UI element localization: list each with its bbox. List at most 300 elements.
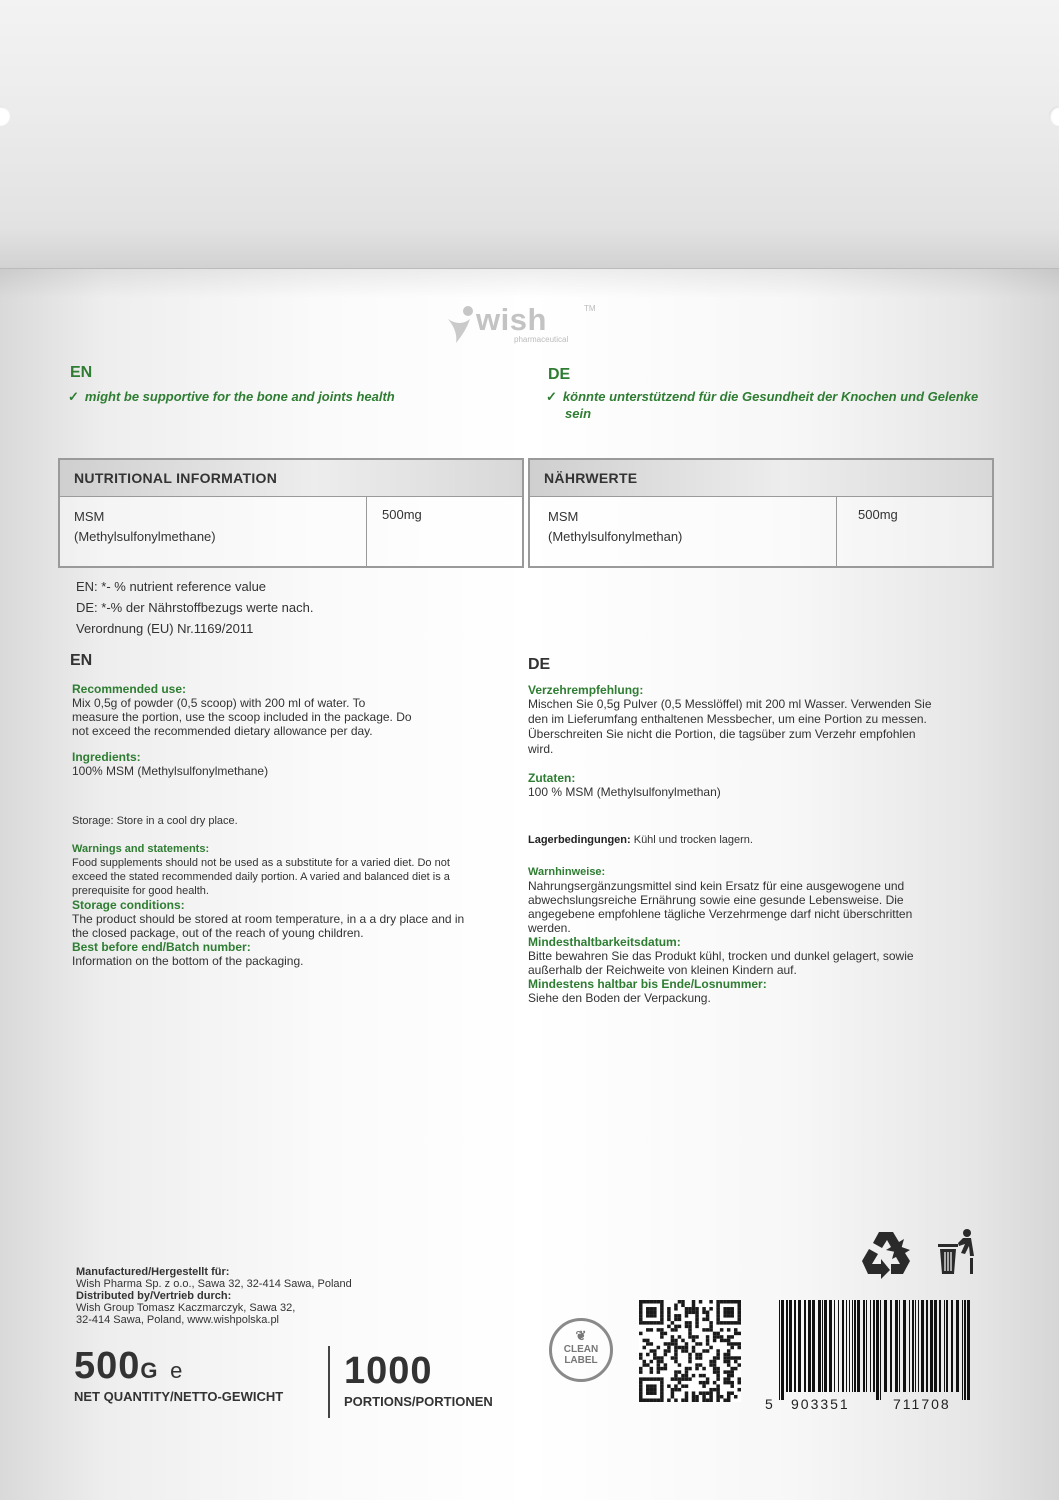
qr-module bbox=[639, 1353, 643, 1357]
qr-module bbox=[702, 1398, 706, 1402]
qr-module bbox=[650, 1321, 654, 1325]
qr-module bbox=[650, 1360, 654, 1364]
qr-module bbox=[737, 1363, 741, 1367]
qr-module bbox=[723, 1353, 727, 1357]
qr-module bbox=[657, 1321, 661, 1325]
qr-module bbox=[730, 1374, 734, 1378]
qr-module bbox=[653, 1307, 657, 1311]
qr-module bbox=[639, 1311, 643, 1315]
barcode-bar bbox=[912, 1300, 914, 1392]
qr-module bbox=[639, 1356, 643, 1360]
qr-module bbox=[667, 1314, 671, 1318]
qr-module bbox=[653, 1314, 657, 1318]
brand-sub: pharmaceutical bbox=[514, 335, 569, 344]
qr-module bbox=[667, 1346, 671, 1350]
qr-module bbox=[660, 1388, 664, 1392]
qr-module bbox=[685, 1342, 689, 1346]
barcode-bar bbox=[794, 1300, 796, 1392]
qr-module bbox=[730, 1311, 734, 1315]
qr-module bbox=[671, 1395, 675, 1399]
qr-module bbox=[681, 1349, 685, 1353]
qr-module bbox=[650, 1398, 654, 1402]
qr-module bbox=[723, 1307, 727, 1311]
net-quantity-label: NET QUANTITY/NETTO-GEWICHT bbox=[74, 1389, 284, 1404]
qr-module bbox=[716, 1374, 720, 1378]
qr-module bbox=[734, 1321, 738, 1325]
qr-module bbox=[716, 1377, 720, 1381]
nutrient-name-full: (Methylsulfonylmethan) bbox=[548, 529, 683, 544]
qr-module bbox=[685, 1311, 689, 1315]
nutrition-row-de bbox=[530, 497, 992, 567]
qr-module bbox=[706, 1381, 710, 1385]
qr-module bbox=[643, 1363, 647, 1367]
qr-module bbox=[657, 1356, 661, 1360]
qr-module bbox=[737, 1311, 741, 1315]
qr-module bbox=[646, 1328, 650, 1332]
qr-module bbox=[643, 1300, 647, 1304]
qr-module bbox=[674, 1374, 678, 1378]
qr-module bbox=[671, 1328, 675, 1332]
qr-module bbox=[727, 1300, 731, 1304]
claim-en-lang: EN bbox=[70, 364, 93, 381]
nutrition-row-en bbox=[60, 497, 522, 567]
barcode-bar bbox=[873, 1300, 875, 1392]
qr-module bbox=[709, 1321, 713, 1325]
qr-module bbox=[667, 1307, 671, 1311]
qr-module bbox=[734, 1332, 738, 1336]
qr-module bbox=[660, 1318, 664, 1322]
qr-module bbox=[639, 1381, 643, 1385]
qr-module bbox=[646, 1321, 650, 1325]
qr-module bbox=[727, 1356, 731, 1360]
qr-module bbox=[734, 1360, 738, 1364]
qr-module bbox=[646, 1342, 650, 1346]
qr-module bbox=[643, 1321, 647, 1325]
qr-module bbox=[709, 1391, 713, 1395]
qr-module bbox=[692, 1398, 696, 1402]
qr-module bbox=[727, 1370, 731, 1374]
barcode-bar bbox=[857, 1300, 860, 1392]
qr-module bbox=[646, 1391, 650, 1395]
nutrient-amount: 500mg bbox=[858, 507, 898, 522]
warnings-title-de: Warnhinweise: bbox=[528, 866, 606, 878]
qr-module bbox=[709, 1363, 713, 1367]
qr-module bbox=[727, 1398, 731, 1402]
qr-module bbox=[695, 1318, 699, 1322]
qr-module bbox=[660, 1381, 664, 1385]
qr-module bbox=[699, 1353, 703, 1357]
qr-module bbox=[695, 1353, 699, 1357]
qr-module bbox=[706, 1342, 710, 1346]
barcode-bar bbox=[962, 1300, 963, 1400]
barcode-bar bbox=[899, 1300, 900, 1392]
leaf-icon: ❦ bbox=[575, 1328, 587, 1343]
qr-module bbox=[639, 1318, 643, 1322]
qr-module bbox=[660, 1314, 664, 1318]
barcode-bar bbox=[852, 1300, 853, 1392]
barcode-bar bbox=[846, 1300, 847, 1392]
qr-module bbox=[688, 1335, 692, 1339]
qr-module bbox=[664, 1363, 668, 1367]
qr-module bbox=[692, 1346, 696, 1350]
nutrient-name: MSM bbox=[548, 509, 579, 524]
qr-module bbox=[702, 1349, 706, 1353]
check-icon: ✓ bbox=[68, 389, 79, 404]
qr-module bbox=[727, 1360, 731, 1364]
qr-module bbox=[706, 1314, 710, 1318]
qr-module bbox=[727, 1335, 731, 1339]
qr-module bbox=[667, 1384, 671, 1388]
qr-module bbox=[737, 1381, 741, 1385]
qr-module bbox=[646, 1311, 650, 1315]
qr-module bbox=[709, 1325, 713, 1329]
barcode-bar bbox=[944, 1300, 945, 1392]
qr-module bbox=[702, 1381, 706, 1385]
ingredients-title-de: Zutaten: bbox=[528, 771, 576, 785]
barcode-bar bbox=[842, 1300, 844, 1392]
recommended-use-title: Recommended use: bbox=[72, 682, 187, 696]
qr-module bbox=[720, 1321, 724, 1325]
section-en-lang: EN bbox=[70, 652, 93, 669]
barcode-bar bbox=[818, 1300, 821, 1392]
section-de-lang: DE bbox=[528, 656, 551, 673]
qr-module bbox=[650, 1367, 654, 1371]
qr-module bbox=[734, 1356, 738, 1360]
qr-module bbox=[713, 1360, 717, 1364]
qr-module bbox=[723, 1377, 727, 1381]
qr-module bbox=[674, 1304, 678, 1308]
qr-module bbox=[720, 1339, 724, 1343]
qr-module bbox=[660, 1398, 664, 1402]
qr-module bbox=[699, 1342, 703, 1346]
qr-module bbox=[737, 1304, 741, 1308]
qr-module bbox=[664, 1332, 668, 1336]
qr-module bbox=[674, 1370, 678, 1374]
qr-module bbox=[702, 1328, 706, 1332]
qr-module bbox=[674, 1328, 678, 1332]
nutrition-table-de bbox=[528, 458, 994, 568]
qr-module bbox=[706, 1335, 710, 1339]
barcode-bar bbox=[946, 1300, 948, 1392]
qr-module bbox=[674, 1325, 678, 1329]
wish-figure-icon bbox=[446, 305, 478, 345]
barcode-bar bbox=[829, 1300, 832, 1392]
barcode-bar bbox=[909, 1300, 910, 1392]
qr-module bbox=[727, 1381, 731, 1385]
qr-module bbox=[646, 1339, 650, 1343]
qr-module bbox=[681, 1384, 685, 1388]
qr-module bbox=[650, 1391, 654, 1395]
qr-module bbox=[730, 1381, 734, 1385]
qr-module bbox=[678, 1346, 682, 1350]
barcode-bars bbox=[765, 1300, 980, 1400]
qr-module bbox=[692, 1349, 696, 1353]
qr-module bbox=[695, 1314, 699, 1318]
qr-module bbox=[706, 1318, 710, 1322]
qr-module bbox=[660, 1321, 664, 1325]
qr-module bbox=[650, 1388, 654, 1392]
qr-module bbox=[674, 1342, 678, 1346]
qr-module bbox=[674, 1356, 678, 1360]
qr-module bbox=[639, 1398, 643, 1402]
qr-module bbox=[674, 1307, 678, 1311]
qr-module bbox=[653, 1388, 657, 1392]
barcode-bar bbox=[812, 1300, 815, 1392]
qr-module bbox=[730, 1335, 734, 1339]
qr-module bbox=[660, 1367, 664, 1371]
qr-module bbox=[713, 1370, 717, 1374]
nutrient-amount: 500mg bbox=[382, 507, 422, 522]
qr-module bbox=[667, 1349, 671, 1353]
qr-module bbox=[674, 1346, 678, 1350]
qr-module bbox=[737, 1346, 741, 1350]
qr-module bbox=[671, 1342, 675, 1346]
qr-module bbox=[734, 1342, 738, 1346]
qr-module bbox=[716, 1304, 720, 1308]
qr-module bbox=[678, 1335, 682, 1339]
qr-module bbox=[727, 1328, 731, 1332]
qr-module bbox=[723, 1300, 727, 1304]
brand-tm: TM bbox=[584, 304, 596, 313]
barcode-bar bbox=[884, 1300, 887, 1392]
qr-module bbox=[702, 1311, 706, 1315]
nutrient-name-full: (Methylsulfonylmethane) bbox=[74, 529, 216, 544]
qr-module bbox=[730, 1307, 734, 1311]
qr-module bbox=[646, 1363, 650, 1367]
qr-module bbox=[727, 1353, 731, 1357]
qr-module bbox=[646, 1300, 650, 1304]
barcode-bar bbox=[866, 1300, 867, 1392]
barcode-bar bbox=[876, 1300, 879, 1400]
qr-module bbox=[723, 1381, 727, 1385]
manufacturer-block: Manufactured/Hergestellt für: Wish Pharma Sp. z o.o., Sawa 32, 32-414 Sawa, Poland Distributed by/Vertrieb durch: Wish Group Tomasz Kaczmarczyk, Sawa 32, 32-414 Sawa, Poland, www.wishpolska.pl bbox=[76, 1266, 352, 1326]
qr-module bbox=[702, 1374, 706, 1378]
qr-module bbox=[702, 1391, 706, 1395]
qr-module bbox=[709, 1328, 713, 1332]
qr-module bbox=[692, 1339, 696, 1343]
qr-module bbox=[674, 1388, 678, 1392]
qr-module bbox=[660, 1356, 664, 1360]
barcode-bar bbox=[903, 1300, 906, 1392]
storage-note-de: Lagerbedingungen: Kühl und trocken lagern. bbox=[528, 834, 753, 846]
qr-module bbox=[716, 1356, 720, 1360]
warnings-title: Warnings and statements: bbox=[72, 843, 210, 855]
qr-module bbox=[653, 1321, 657, 1325]
qr-module bbox=[706, 1328, 710, 1332]
barcode-bar bbox=[789, 1300, 792, 1392]
qr-module bbox=[716, 1307, 720, 1311]
qr-module bbox=[646, 1398, 650, 1402]
qr-module bbox=[713, 1335, 717, 1339]
qr-module bbox=[702, 1318, 706, 1322]
qr-module bbox=[737, 1307, 741, 1311]
qr-module bbox=[660, 1335, 664, 1339]
mhd-title: Mindesthaltbarkeitsdatum: bbox=[528, 935, 681, 949]
barcode-bar bbox=[834, 1300, 835, 1392]
qr-module bbox=[685, 1307, 689, 1311]
qr-module bbox=[674, 1339, 678, 1343]
qr-module bbox=[737, 1321, 741, 1325]
qr-module bbox=[699, 1391, 703, 1395]
qr-module bbox=[716, 1353, 720, 1357]
qr-module bbox=[713, 1332, 717, 1336]
qr-module bbox=[709, 1346, 713, 1350]
barcode-bar bbox=[779, 1300, 780, 1400]
portions-label: PORTIONS/PORTIONEN bbox=[344, 1394, 493, 1409]
qr-module bbox=[720, 1300, 724, 1304]
qr-module bbox=[720, 1335, 724, 1339]
qr-module bbox=[671, 1388, 675, 1392]
qr-module bbox=[688, 1367, 692, 1371]
qr-module bbox=[660, 1332, 664, 1336]
qr-module bbox=[709, 1388, 713, 1392]
qr-module bbox=[685, 1367, 689, 1371]
qr-module bbox=[685, 1377, 689, 1381]
qr-module bbox=[650, 1307, 654, 1311]
qr-module bbox=[692, 1395, 696, 1399]
barcode-bar bbox=[854, 1300, 856, 1392]
qr-module bbox=[730, 1384, 734, 1388]
qr-module bbox=[727, 1395, 731, 1399]
claim-en: ✓ might be supportive for the bone and joints health bbox=[68, 389, 395, 404]
qr-module bbox=[727, 1311, 731, 1315]
qr-module bbox=[695, 1307, 699, 1311]
barcode bbox=[765, 1300, 980, 1415]
qr-module bbox=[695, 1325, 699, 1329]
qr-module bbox=[678, 1300, 682, 1304]
qr-module bbox=[639, 1377, 643, 1381]
qr-module bbox=[716, 1388, 720, 1392]
qr-module bbox=[681, 1339, 685, 1343]
qr-module bbox=[692, 1304, 696, 1308]
qr-module bbox=[734, 1395, 738, 1399]
qr-module bbox=[681, 1398, 685, 1402]
qr-module bbox=[646, 1353, 650, 1357]
nutrient-name: MSM bbox=[74, 509, 105, 524]
qr-module bbox=[709, 1398, 713, 1402]
qr-module bbox=[671, 1391, 675, 1395]
barcode-bar bbox=[804, 1300, 806, 1392]
qr-module bbox=[730, 1367, 734, 1371]
qr-module bbox=[685, 1391, 689, 1395]
qr-module bbox=[723, 1398, 727, 1402]
qr-module bbox=[688, 1353, 692, 1357]
qr-module bbox=[674, 1377, 678, 1381]
qr-module bbox=[681, 1300, 685, 1304]
qr-module bbox=[657, 1377, 661, 1381]
qr-module bbox=[716, 1395, 720, 1399]
barcode-bar bbox=[967, 1300, 970, 1400]
barcode-bar bbox=[964, 1300, 966, 1400]
qr-module bbox=[730, 1342, 734, 1346]
qr-module bbox=[657, 1367, 661, 1371]
barcode-bar bbox=[808, 1300, 811, 1392]
qr-module bbox=[678, 1377, 682, 1381]
qr-module bbox=[737, 1314, 741, 1318]
claim-de: ✓ könnte unterstützend für die Gesundheit der Knochen und Gelenke bbox=[546, 389, 979, 404]
qr-module bbox=[674, 1318, 678, 1322]
qr-module bbox=[685, 1374, 689, 1378]
qr-module bbox=[667, 1398, 671, 1402]
qr-module bbox=[685, 1314, 689, 1318]
qr-module bbox=[727, 1314, 731, 1318]
qr-module bbox=[653, 1377, 657, 1381]
qr-module bbox=[692, 1307, 696, 1311]
barcode-bar bbox=[824, 1300, 827, 1392]
qr-module bbox=[688, 1307, 692, 1311]
qr-module bbox=[639, 1391, 643, 1395]
qr-module bbox=[716, 1321, 720, 1325]
qr-module bbox=[730, 1346, 734, 1350]
qr-module bbox=[657, 1398, 661, 1402]
qr-module bbox=[660, 1377, 664, 1381]
net-quantity: 500G e bbox=[74, 1345, 184, 1387]
best-before-title-de: Mindestens haltbar bis Ende/Losnummer: bbox=[528, 977, 767, 991]
barcode-bar bbox=[870, 1300, 871, 1392]
qr-module bbox=[688, 1321, 692, 1325]
qr-module bbox=[667, 1325, 671, 1329]
qr-module bbox=[653, 1353, 657, 1357]
qr-module bbox=[716, 1300, 720, 1304]
qr-module bbox=[713, 1339, 717, 1343]
qr-module bbox=[688, 1360, 692, 1364]
qr-module bbox=[716, 1349, 720, 1353]
barcode-bar bbox=[930, 1300, 933, 1392]
ingredients-title: Ingredients: bbox=[72, 750, 141, 764]
qr-module bbox=[730, 1356, 734, 1360]
qr-module bbox=[646, 1307, 650, 1311]
nutrition-table-en bbox=[58, 458, 524, 568]
qr-module bbox=[723, 1370, 727, 1374]
qr-module bbox=[678, 1314, 682, 1318]
qr-module bbox=[664, 1353, 668, 1357]
qr-module bbox=[653, 1349, 657, 1353]
barcode-bar bbox=[880, 1300, 881, 1400]
check-icon: ✓ bbox=[546, 389, 557, 404]
qr-module bbox=[646, 1314, 650, 1318]
qr-module bbox=[639, 1388, 643, 1392]
qr-module bbox=[653, 1384, 657, 1388]
qr-module bbox=[653, 1356, 657, 1360]
barcode-digits-3: 711708 bbox=[893, 1396, 951, 1412]
qr-module bbox=[730, 1300, 734, 1304]
qr-module bbox=[688, 1325, 692, 1329]
storage-note: Storage: Store in a cool dry place. bbox=[72, 815, 238, 827]
storage-conditions-title: Storage conditions: bbox=[72, 898, 185, 912]
qr-module bbox=[702, 1395, 706, 1399]
qr-module bbox=[699, 1356, 703, 1360]
barcode-bar bbox=[786, 1300, 788, 1392]
barcode-bar bbox=[890, 1300, 892, 1392]
qr-module bbox=[695, 1398, 699, 1402]
qr-module bbox=[713, 1356, 717, 1360]
brand-logo bbox=[446, 302, 606, 348]
qr-module bbox=[643, 1360, 647, 1364]
qr-module bbox=[688, 1356, 692, 1360]
qr-module bbox=[713, 1367, 717, 1371]
qr-module bbox=[713, 1363, 717, 1367]
qr-module bbox=[734, 1300, 738, 1304]
qr-module bbox=[671, 1321, 675, 1325]
qr-module bbox=[671, 1356, 675, 1360]
qr-module bbox=[674, 1314, 678, 1318]
qr-module bbox=[660, 1304, 664, 1308]
qr-module bbox=[678, 1370, 682, 1374]
qr-module bbox=[716, 1314, 720, 1318]
barcode-bar bbox=[956, 1300, 959, 1392]
qr-module bbox=[639, 1300, 643, 1304]
qr-module bbox=[639, 1384, 643, 1388]
